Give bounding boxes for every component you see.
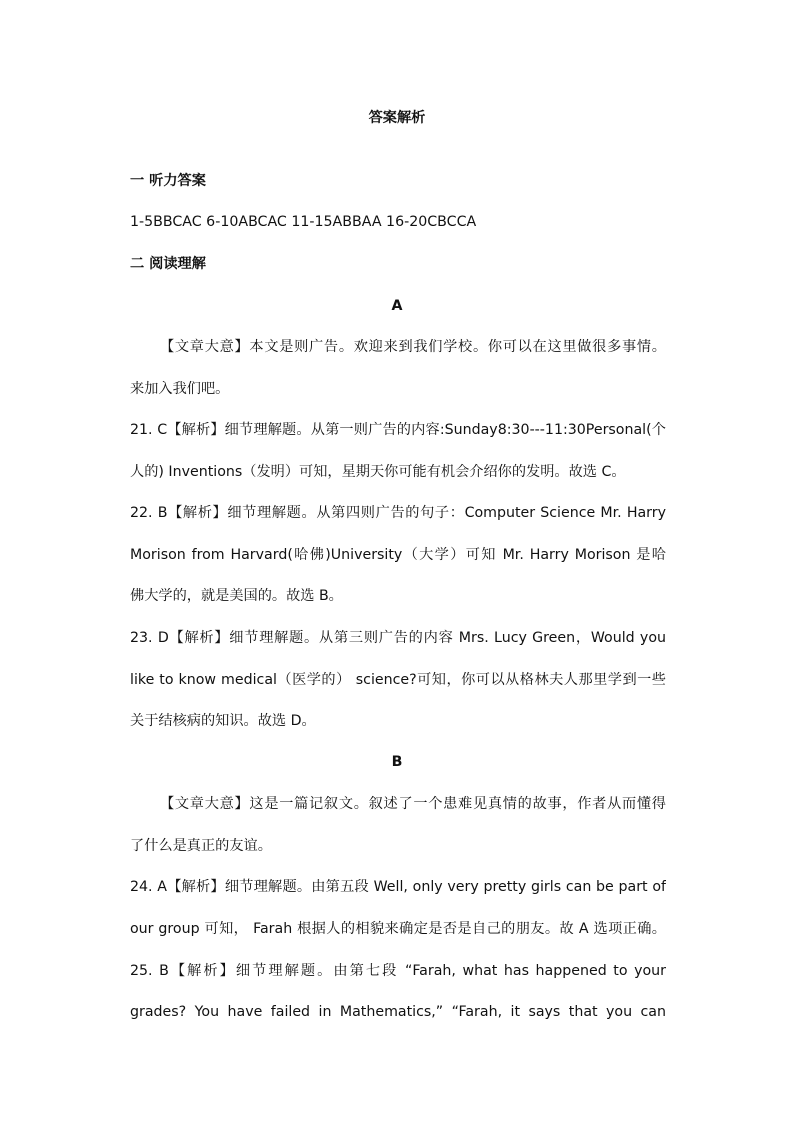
part-a-summary-line-2: 来加入我们吧。 [130, 381, 230, 397]
answer-23-line-2: like to know medical（医学的） science?可知，你可以从格林夫人那里学到一些 [130, 672, 666, 688]
answer-25-line-2: grades? You have failed in Mathematics,” “Farah, it says that you can [130, 1004, 666, 1020]
answer-22-line-1: 22. B【解析】细节理解题。从第四则广告的句子：Computer Science Mr. Harry [130, 505, 666, 521]
reading-heading: 二 阅读理解 [130, 256, 206, 272]
answer-24-line-1: 24. A【解析】细节理解题。由第五段 Well, only very pretty girls can be part of [130, 879, 666, 895]
listening-answers: 1-5BBCAC 6-10ABCAC 11-15ABBAA 16-20CBCCA [130, 214, 477, 230]
answer-23-line-3: 关于结核病的知识。故选 D。 [130, 713, 316, 729]
part-b-summary-line-1: 【文章大意】这是一篇记叙文。叙述了一个患难见真情的故事，作者从而懂得 [160, 796, 666, 812]
answer-22-line-2: Morison from Harvard(哈佛)University（大学）可知 Mr. Harry Morison 是哈 [130, 547, 666, 563]
answer-22-line-3: 佛大学的，就是美国的。故选 B。 [130, 588, 343, 604]
part-b-summary-line-2: 了什么是真正的友谊。 [130, 838, 272, 854]
listening-heading: 一 听力答案 [130, 173, 206, 189]
answer-23-line-1: 23. D【解析】细节理解题。从第三则广告的内容 Mrs. Lucy Green，Would you [130, 630, 666, 646]
answer-25-line-1: 25. B【解析】细节理解题。由第七段 “Farah, what has happened to your [130, 963, 666, 979]
answer-24-line-2: our group 可知， Farah 根据人的相貌来确定是否是自己的朋友。故 A 选项正确。 [130, 921, 666, 937]
answer-21-line-2: 人的) Inventions（发明）可知，星期天你可能有机会介绍你的发明。故选 C。 [130, 464, 626, 480]
page-title: 答案解析 [368, 110, 426, 126]
part-b-label: B [391, 754, 403, 770]
part-a-summary-line-1: 【文章大意】本文是则广告。欢迎来到我们学校。你可以在这里做很多事情。 [160, 339, 666, 355]
part-a-label: A [391, 298, 403, 314]
answer-21-line-1: 21. C【解析】细节理解题。从第一则广告的内容:Sunday8:30---11:30Personal(个 [130, 422, 666, 438]
